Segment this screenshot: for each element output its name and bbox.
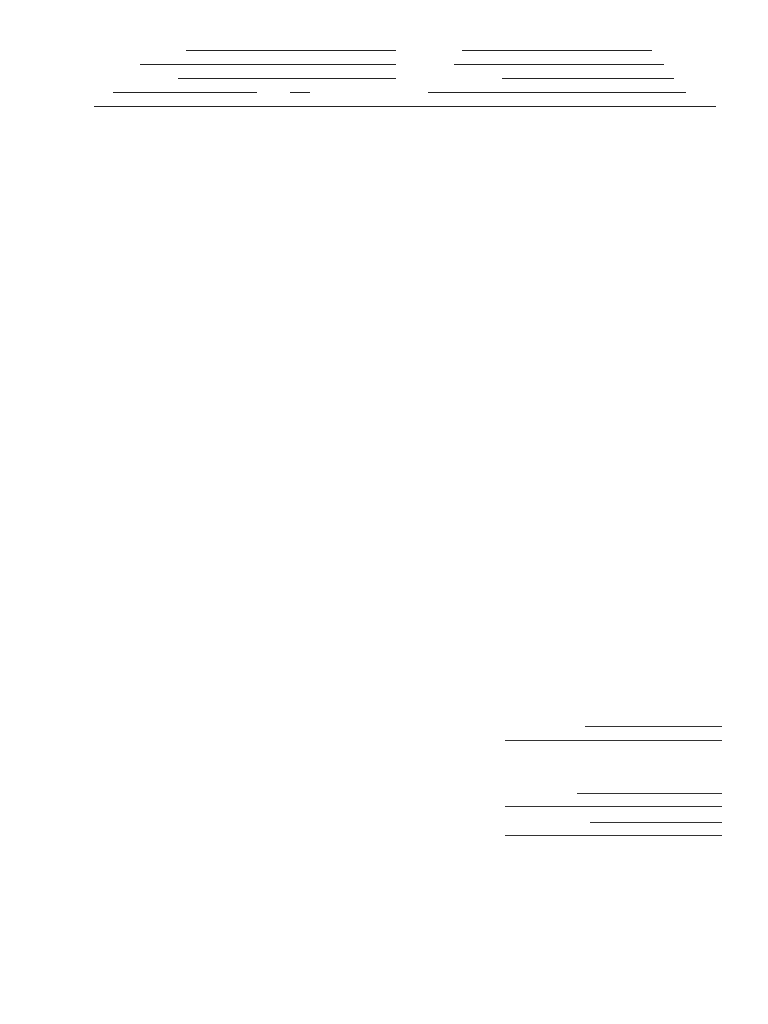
wounds-total-input[interactable] bbox=[680, 678, 694, 690]
movement-charge-input[interactable] bbox=[703, 847, 717, 859]
wounds-fatigue-input[interactable] bbox=[680, 707, 694, 719]
wounds-current-input[interactable] bbox=[680, 692, 694, 704]
fate-total-input[interactable] bbox=[680, 887, 694, 899]
critical-damage-line-1[interactable] bbox=[585, 726, 722, 727]
corruption-current-input[interactable] bbox=[680, 933, 694, 945]
movement-full-input[interactable] bbox=[628, 861, 642, 873]
battle-fatigue-line-2[interactable] bbox=[505, 806, 722, 807]
battle-fatigue-line-1[interactable] bbox=[577, 793, 722, 794]
movement-half-input[interactable] bbox=[628, 847, 642, 859]
fate-current-input[interactable] bbox=[680, 901, 694, 913]
movement-run-input[interactable] bbox=[703, 861, 717, 873]
primarchs-curse-line-2[interactable] bbox=[505, 835, 722, 836]
primarchs-curse-line-1[interactable] bbox=[590, 822, 722, 823]
critical-damage-line-2[interactable] bbox=[505, 740, 722, 741]
insanity-current-input[interactable] bbox=[680, 762, 694, 774]
